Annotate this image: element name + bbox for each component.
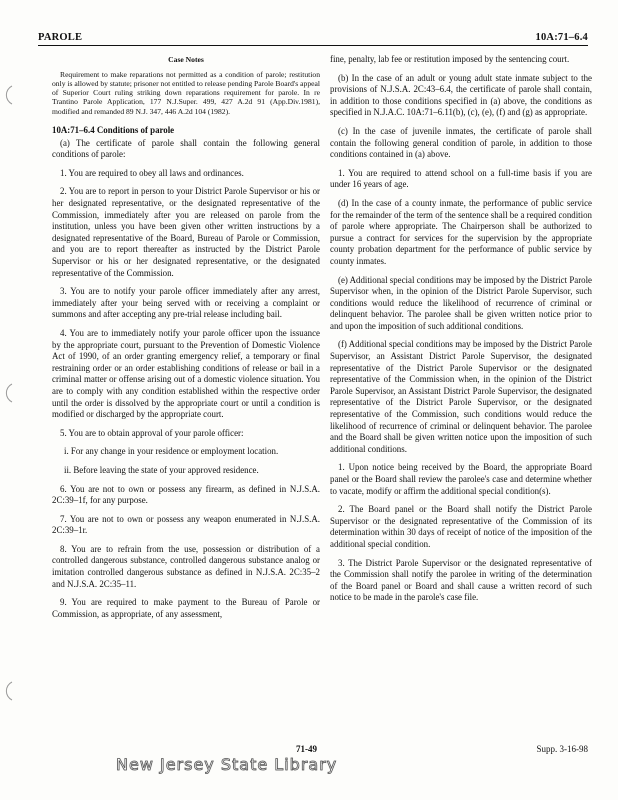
paragraph-f-item: 2. The Board panel or the Board shall notify the District Parole Supervisor or the designated representative of the Commission of its determination within 30 days of receipt of notice of the imposition of the additional special condition. (330, 504, 592, 549)
condition-item: 2. You are to report in person to your District Parole Supervisor or his or her designated representative, or the designated representative of the Commission, immediately after you are released on parole from the institution, unless you have been given other written instructions by a designated representative of the Board, Bureau of Parole or Commission, and you are to report thereafter as instructed by the District Parole Supervisor or his or her designated representative, or the designated representative of the Commission. (52, 186, 320, 278)
condition-item: 3. You are to notify your parole officer immediately after any arrest, immediately after your being served with or receiving a complaint or summons and after accepting any pre-trial release including bail. (52, 286, 320, 320)
supplement-date: Supp. 3-16-98 (536, 744, 588, 754)
case-notes-title: Case Notes (168, 55, 204, 64)
header-title: PAROLE (38, 32, 83, 43)
paragraph-e: (e) Additional special conditions may be imposed by the District Parole Supervisor when, in the opinion of the District Parole Supervisor, such conditions would reduce the likelihood of recurrence of criminal or delinquent behavior. The parolee shall be given written notice prior to and upon the imposition of such additional conditions. (330, 274, 592, 331)
condition-sub-item: ii. Before leaving the state of your approved residence. (64, 464, 259, 475)
condition-item: 7. You are not to own or possess any weapon enumerated in N.J.S.A. 2C:39–1r. (52, 513, 320, 536)
condition-item: 1. You are required to obey all laws and ordinances. (60, 167, 244, 178)
punch-hole-icon (4, 380, 30, 406)
paragraph-f: (f) Additional special conditions may be imposed by the District Parole Supervisor, an Assistant District Parole Supervisor, the designated representative of the District Parole Supervisor or the designated representative of the Commission when, in the opinion of the District Parole Supervisor, an Assistant District Parole Supervisor, the designated representative of the District Parole Supervisor, or the designated representative of the Commission, such conditions would reduce the likelihood of recurrence of criminal or delinquent behavior. The parolee and the Board shall be given written notice upon the imposition of such additional conditions. (330, 339, 592, 454)
condition-sub-item: i. For any change in your residence or employment location. (64, 446, 279, 457)
right-column (330, 54, 592, 611)
page-number: 71-49 (296, 744, 317, 754)
paragraph-f-item: 1. Upon notice being received by the Board, the appropriate Board panel or the Board shall review the parolee's case and determine whether to vacate, modify or affirm the additional special condition(s). (330, 462, 592, 496)
punch-hole-icon (4, 82, 30, 108)
paragraph-f-item: 3. The District Parole Supervisor or the designated representative of the Commission shall notify the parolee in writing of the determination of the Board panel or Board and shall cause a written record of such notice to be made in the parole's case file. (330, 557, 592, 603)
section-heading: 10A:71–6.4 Conditions of parole (52, 125, 175, 136)
running-header (38, 32, 588, 46)
condition-item: 8. You are to refrain from the use, possession or distribution of a controlled dangerous substance, controlled dangerous substance analog or imitation controlled dangerous substance as defined in N.J.S.A. 2C:35–2 and N.J.S.A. 2C:35–11. (52, 543, 320, 589)
case-notes-text: Requirement to make reparations not permitted as a condition of parole; restitution only is allowed by statute; prisoner not entitled to release pending Parole Board's appeal of Superior Court ruling striking down reparations requirement for parole. In re Trantino Parole Application, 177 N.J.Super. 499, 427 A.2d 91 (App.Div.1981), modified and remanded 89 N.J. 347, 446 A.2d 104 (1982). (52, 69, 320, 116)
paragraph-c-item: 1. You are required to attend school on a full-time basis if you are under 16 years of age. (330, 167, 592, 190)
paragraph-a-intro: (a) The certificate of parole shall contain the following general conditions of parole: (52, 137, 320, 160)
condition-item: 4. You are to immediately notify your parole officer upon the issuance by the appropriate court, pursuant to the Prevention of Domestic Violence Act of 1990, of an order granting emergency relief, a temporary or final restraining order or an order establishing conditions of release or bail in a criminal matter or offense arising out of a domestic violence situation. You are to comply with any condition established within the respective order until the order is dissolved by the appropriate court or until a condition is modified or discharged by the appropriate court. (52, 327, 320, 420)
condition-item: 5. You are to obtain approval of your parole officer: (60, 427, 244, 438)
left-column (52, 54, 320, 627)
paragraph-c: (c) In the case of juvenile inmates, the certificate of parole shall contain the following general condition of parole, in addition to those conditions contained in (a) above. (330, 125, 592, 160)
continuation-text: fine, penalty, lab fee or restitution imposed by the sentencing court. (330, 54, 570, 64)
punch-hole-icon (4, 678, 30, 704)
paragraph-b: (b) In the case of an adult or young adult state inmate subject to the provisions of N.J.S.A. 2C:43–6.4, the certificate of parole shall contain, in addition to those conditions specified in (a) above, the conditions as specified in N.J.A.C. 10A:71–6.11(b), (c), (e), (f) and (g) as appropriate. (330, 72, 592, 118)
header-section-number: 10A:71–6.4 (535, 32, 588, 43)
paragraph-d: (d) In the case of a county inmate, the performance of public service for the remainder of the term of the sentence shall be a required condition of parole where appropriate. The Chairperson shall be authorized to pursue a contract for services for the supervision by the appropriate county probation department for the performance of public service by county inmates. (330, 197, 592, 266)
condition-item: 6. You are not to own or possess any firearm, as defined in N.J.S.A. 2C:39–1f, for any purpose. (52, 483, 320, 506)
library-stamp: New Jersey State Library (116, 755, 338, 774)
condition-item: 9. You are required to make payment to the Bureau of Parole or Commission, as appropriate, of any assessment, (52, 597, 320, 619)
